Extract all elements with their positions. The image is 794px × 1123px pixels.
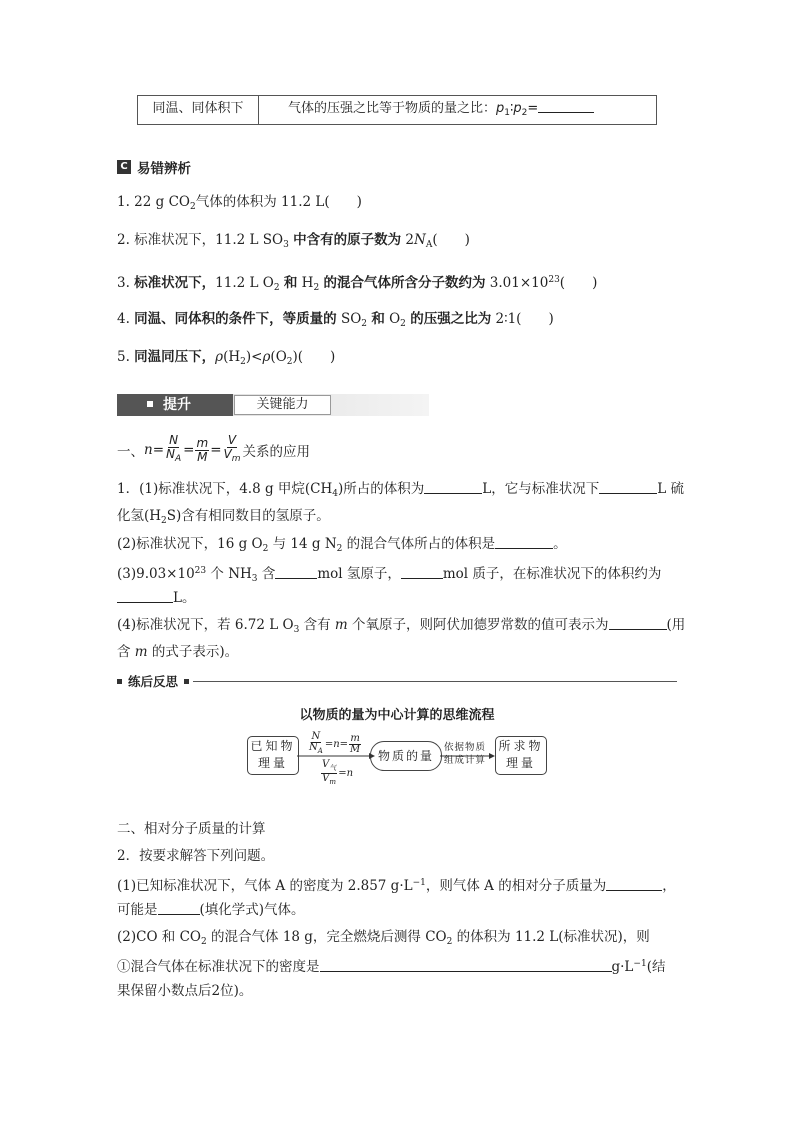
q1-line-5: L。 (117, 589, 195, 607)
arrow-note: 依据物质 组成计算 (444, 742, 487, 766)
formula-volume: $\frac{V_气}{V_m}$ =n (322, 759, 354, 786)
banner-tag (117, 394, 233, 416)
condition-table (137, 95, 657, 125)
diagram-title: 以物质的量为中心计算的思维流程 (299, 708, 495, 723)
square-icon (147, 401, 153, 407)
section1-heading: 一、 n = $\frac{N}{N_A}$ = $\frac{m}{M}$ = $\frac{V}{V_m}$ 关系的应用 (117, 433, 310, 464)
target-quantity-box: 所求物 理量 (495, 736, 547, 775)
q1-line-1: 1．(1)标准状况下，4.8 g 甲烷$(CH_4)$所占的体积为 L，它与标准状况下 L 硫 (117, 481, 685, 499)
misjudge-item-2: 2. 标准状况下，11.2 L $SO_3$ 中含有的原子数为 $2N_A$( ) (117, 232, 470, 250)
formula-particles: $\frac{N}{N_A}$ =n= $\frac{m}{M}$ (309, 731, 361, 755)
square-bullet-icon (117, 679, 122, 684)
table-statement-text: 气体的压强之比等于物质的量之比：$p_1∶p_2=$ (288, 101, 539, 118)
misjudge-title: 易错辨析 (137, 161, 191, 177)
q2-line-5: 果保留小数点后2位)。 (117, 983, 253, 999)
reflection-header (117, 673, 677, 689)
q2-sub1-text: ①混合气体在标准状况下的密度是 (117, 959, 320, 975)
q1-line-6: (4)标准状况下，若 6.72 L $O_3$ 含有 m 个氧原子，则阿伏加德罗常数的值可表示为 (用 (117, 617, 686, 635)
q2-line-3: (2)CO 和 $CO_2$ 的混合气体 18 g，完全燃烧后测得 $CO_2$ 的体积为 11.2 L(标准状况)，则 (117, 929, 650, 947)
banner-label-box (234, 395, 331, 415)
banner-tag-label: 提升 (163, 397, 191, 413)
q2-intro: 2．按要求解答下列问题。 (117, 848, 275, 864)
density-blank (320, 959, 612, 972)
divider (193, 681, 677, 682)
reflection-title: 练后反思 (128, 674, 179, 689)
section1-suffix: 关系的应用 (242, 444, 310, 460)
square-bullet-icon (184, 679, 189, 684)
q2-line-4: ①混合气体在标准状况下的密度是 $g\cdot L^{-1}$(结 (117, 959, 666, 975)
q1-line-3: (2)标准状况下，16 g $O_2$ 与 14 g $N_2$ 的混合气体所占的体积是 。 (117, 536, 567, 554)
misjudge-item-1: 1. 22 g $CO_2$气体的体积为 11.2 L( ) (117, 194, 362, 212)
q2-line-2: 可能是 (填化学式)气体。 (117, 902, 305, 918)
section2-title: 二、相对分子质量的计算 (117, 821, 266, 837)
misjudge-item-5: 5. 同温同压下，$\rho(H_2)<\rho(O_2)$( ) (117, 349, 336, 367)
q1-line-2: 化氢$(H_2S)$含有相同数目的氢原子。 (117, 508, 330, 526)
tag-icon: C (117, 160, 131, 174)
table-statement-cell (288, 96, 594, 126)
known-quantity-box: 已知物 理量 (247, 736, 299, 775)
center-box-label: 物质的量 (377, 749, 434, 763)
table-condition-cell (138, 96, 259, 124)
q2-line-1: (1)已知标准状况下，气体 A 的密度为 2.857 $g\cdot L^{-1}$，则气体 A 的相对分子质量为 ， (117, 878, 676, 894)
section1-prefix: 一、 (117, 444, 144, 460)
ability-banner (117, 394, 429, 416)
misjudge-item-4: 4. 同温、同体积的条件下，等质量的 $SO_2$ 和 $O_2$ 的压强之比为 2∶1( ) (117, 311, 554, 329)
banner-label: 关键能力 (256, 397, 309, 412)
misjudge-item-3: 3. 标准状况下，11.2 L $O_2$ 和 $H_2$ 的混合气体所含分子数约为 $3.01\times 10^{23}$( ) (117, 275, 598, 293)
q1-line-7: 含 m 的式子表示)。 (117, 644, 239, 660)
misjudge-header (117, 157, 191, 177)
table-condition-text: 同温、同体积下 (152, 101, 244, 116)
answer-blank (538, 100, 594, 113)
q1-line-4: $(3)9.03\times 10^{23}$ 个 $NH_3$ 含 mol 氢原子， mol 质子，在标准状况下的体积约为 (117, 566, 662, 584)
